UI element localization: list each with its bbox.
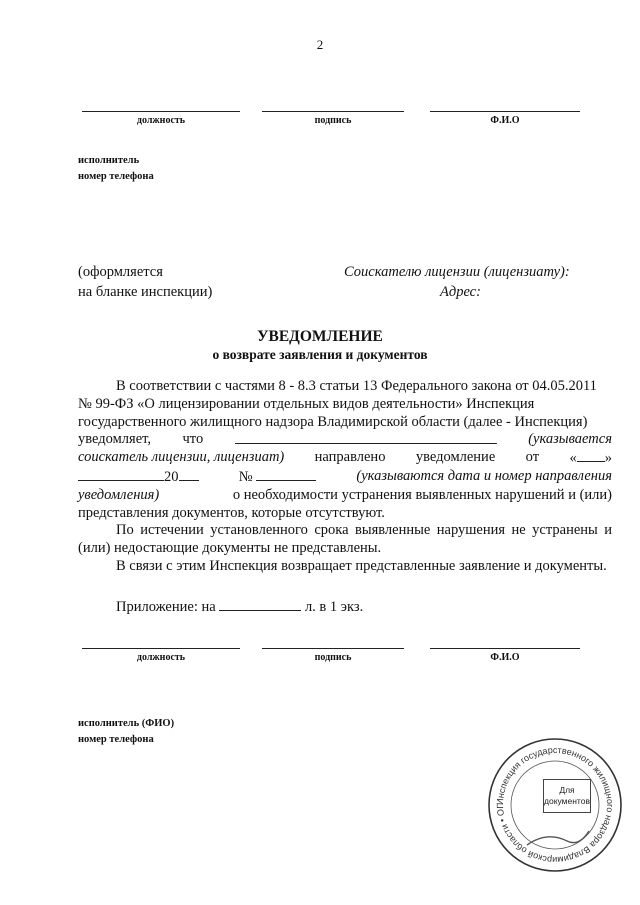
label-name-bottom: Ф.И.О	[490, 652, 520, 663]
body-word: что	[182, 431, 204, 448]
signature-line-name-bottom	[430, 648, 580, 649]
signature-line-position-bottom	[82, 648, 240, 649]
blank-applicant	[235, 431, 497, 444]
page-number: 2	[316, 37, 324, 52]
label-signature-bottom: подпись	[314, 652, 352, 663]
date-day-field	[569, 449, 612, 468]
executor-block-top	[78, 153, 154, 185]
paragraph-2: По истечении установленного срока выявленные нарушения не устранены и (или) недостающие документы не представлены.	[78, 522, 612, 557]
body-line: В соответствии с частями 8 - 8.3 статьи 13 Федерального закона от 04.05.2011	[116, 378, 597, 394]
body-hint: уведомления)	[78, 486, 160, 503]
body-line: № 99-ФЗ «О лицензировании отдельных видов деятельности» Инспекция	[78, 395, 535, 412]
stamp-ring-text: Инспекция государственного жилищного надзора Владимирской области • ОГ	[494, 744, 616, 866]
signature-line-signature-top	[262, 111, 404, 112]
label-position-bottom: должность	[136, 652, 186, 663]
stamp-center-line2: документов	[544, 796, 590, 806]
address-left-line1: (оформляется	[78, 264, 163, 280]
quote-open: «	[569, 450, 577, 467]
body-line: о необходимости устранения выявленных нарушений и (или)	[232, 486, 612, 503]
body-hint: (указывается	[528, 431, 612, 448]
recipient-label: Соискателю лицензии (лицензиату):	[344, 264, 570, 280]
appendix	[116, 598, 363, 616]
body-text	[78, 378, 612, 576]
phone-label: номер телефона	[78, 734, 154, 745]
year-prefix: 20	[164, 468, 179, 485]
label-name-top: Ф.И.О	[490, 115, 520, 126]
stamp-center-box	[543, 779, 591, 813]
blank-day	[577, 449, 605, 462]
executor-label: исполнитель (ФИО)	[78, 718, 175, 729]
signature-line-position-top	[82, 111, 240, 112]
address-left	[78, 262, 212, 302]
body-word: уведомление	[415, 449, 496, 466]
body-hint: соискатель лицензии, лицензиат)	[78, 449, 285, 466]
blank-pages	[219, 598, 301, 611]
label-position-top: должность	[136, 115, 186, 126]
executor-label: исполнитель	[78, 155, 140, 166]
body-line: государственного жилищного надзора Владимирской области (далее - Инспекция)	[78, 413, 588, 430]
body-word: от	[525, 449, 540, 466]
signature-line-signature-bottom	[262, 648, 404, 649]
phone-label: номер телефона	[78, 171, 154, 182]
paragraph-3: В связи с этим Инспекция возвращает представленные заявление и документы.	[116, 557, 607, 574]
blank-number	[256, 468, 316, 481]
official-stamp	[487, 737, 623, 873]
quote-close: »	[604, 450, 612, 467]
document-subtitle: о возврате заявления и документов	[212, 347, 428, 362]
blank-month	[78, 468, 164, 481]
blank-year	[179, 468, 199, 481]
body-line: представления документов, которые отсутствуют.	[78, 504, 385, 521]
executor-block-bottom	[78, 716, 174, 748]
number-field	[239, 468, 316, 487]
body-word: уведомляет,	[78, 431, 151, 448]
address-label: Адрес:	[440, 284, 481, 300]
number-sign: №	[238, 468, 253, 485]
appendix-suffix: л. в 1 экз.	[304, 599, 364, 615]
signature-line-name-top	[430, 111, 580, 112]
address-left-line2: на бланке инспекции)	[78, 284, 213, 300]
body-word: направлено	[314, 449, 386, 466]
appendix-label: Приложение: на	[116, 599, 216, 615]
body-hint: (указываются дата и номер направления	[356, 467, 612, 484]
stamp-center-line1: Для	[559, 785, 575, 795]
date-field	[78, 468, 199, 487]
label-signature-top: подпись	[314, 115, 352, 126]
document-title: УВЕДОМЛЕНИЕ	[257, 328, 383, 345]
